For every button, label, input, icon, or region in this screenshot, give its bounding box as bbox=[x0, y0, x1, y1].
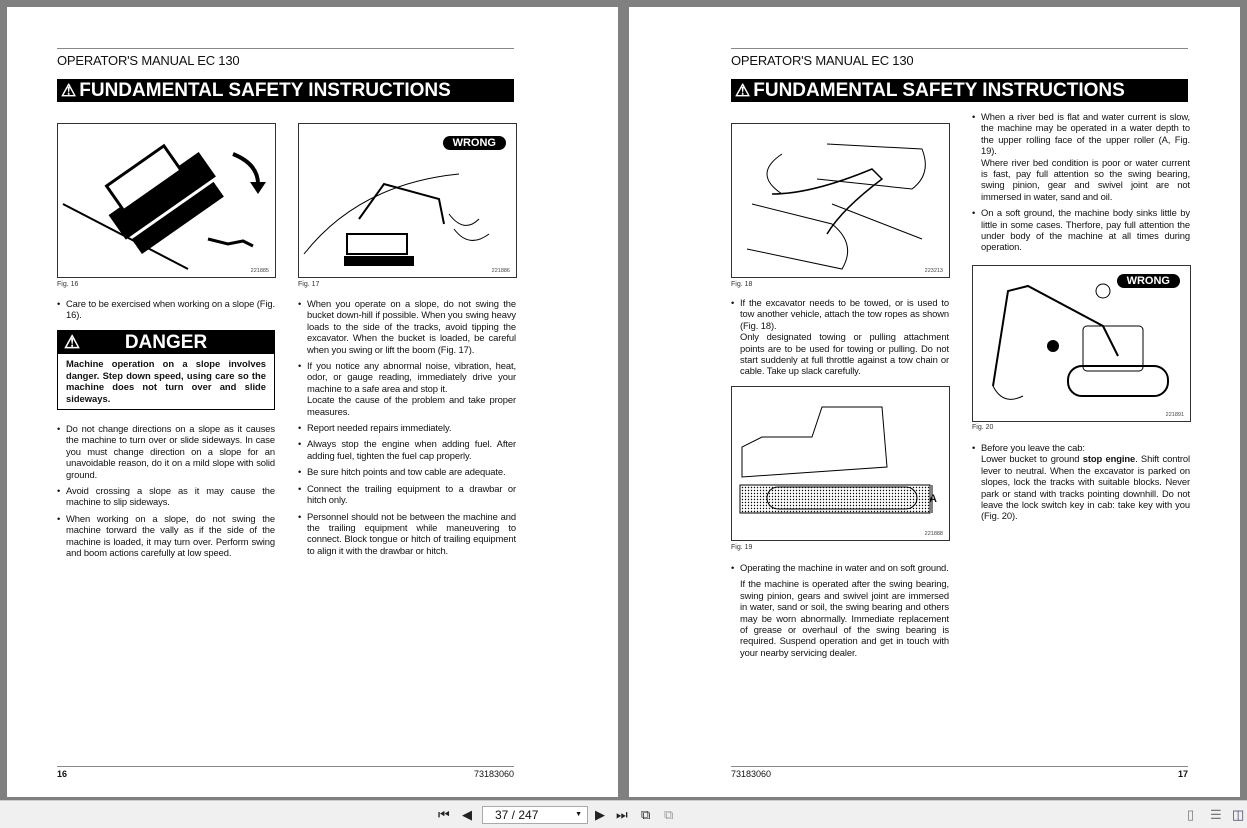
wrong-badge: WRONG bbox=[1117, 274, 1180, 288]
bullet-item: • When a river bed is flat and water current is slow, the machine may be operated in a water depth to the upper rolling face of the upper roller (A, Fig. 19). Where river bed condition is poor or water current is fast, pay full attention so the swing bearing, swing pinion, gear and swivel joint are not immersed in water, sand and oil. bbox=[972, 111, 1190, 202]
wrong-badge: WRONG bbox=[443, 136, 506, 150]
continuous-view-icon[interactable]: ☰ bbox=[1210, 807, 1222, 822]
section-title-bar bbox=[731, 79, 1188, 102]
bullet-item: • When working on a slope, do not swing the machine torward the vally as if the side of the machine is loaded, it may turn over. Perform swing and boom actions carefully at low speed. bbox=[57, 513, 275, 559]
tow-point-illustration bbox=[732, 124, 950, 278]
danger-box bbox=[57, 330, 275, 410]
viewer-toolbar bbox=[0, 800, 1247, 828]
figure-20 bbox=[972, 265, 1191, 422]
bullet-item: • Do not change directions on a slope as it causes the machine to turn over or slide sideways. In case you must change direction on a slope for an unavoidable reason, do it on a mild slope with solid ground. bbox=[57, 423, 275, 480]
bold-text: stop engine bbox=[1082, 453, 1136, 465]
bullet-item: • When you operate on a slope, do not swing the bucket down-hill if possible. When you swing heavy loads to the side of the tracks, avoid tipping the excavator. When the bucket is loaded, be careful when you swing or lift the boom (Fig. 17). bbox=[298, 298, 516, 355]
page-footer bbox=[57, 766, 514, 779]
bullet-item: • Connect the trailing equipment to a drawbar or hitch only. bbox=[298, 483, 516, 506]
figure-17 bbox=[298, 123, 517, 278]
section-title: FUNDAMENTAL SAFETY INSTRUCTIONS bbox=[753, 80, 1125, 101]
bullet-item: • Operating the machine in water and on soft ground. bbox=[731, 562, 949, 573]
bullet-item: • Always stop the engine when adding fuel. After adding fuel, tighten the fuel cap properly. bbox=[298, 438, 516, 461]
first-page-button[interactable]: ⏮ bbox=[438, 807, 450, 822]
bullet-intro: Before you leave the cab: bbox=[981, 442, 1085, 453]
page-16 bbox=[7, 7, 618, 797]
running-header: OPERATOR'S MANUAL EC 130 bbox=[731, 48, 1188, 68]
text-run: Lower bucket to ground bbox=[981, 453, 1083, 465]
paste-page-icon[interactable]: ⧉ bbox=[664, 807, 674, 822]
figure-code: 221886 bbox=[491, 268, 510, 274]
last-page-button[interactable]: ⏭ bbox=[616, 807, 628, 822]
figure-18 bbox=[731, 123, 950, 278]
dimension-label: A bbox=[929, 493, 937, 505]
section-title: FUNDAMENTAL SAFETY INSTRUCTIONS bbox=[79, 80, 451, 101]
bullet-item: • If the excavator needs to be towed, or is used to tow another vehicle, attach the tow ropes as shown (Fig. 18). Only designated towing or pulling attachment points are to be used for towing or pulling. Do not start suddenly at full throttle against a tow chain or cable. Take up slack carefully. bbox=[731, 297, 949, 377]
figure-caption: Fig. 20 bbox=[972, 424, 994, 431]
right-column-2b bbox=[972, 442, 1190, 527]
previous-page-button[interactable]: ◀ bbox=[462, 807, 472, 822]
figure-code: 221885 bbox=[250, 268, 269, 274]
figure-code: 221888 bbox=[924, 531, 943, 537]
bullet-item: • Personnel should not be between the machine and the trailing equipment while maneuvering to connect. Block tongue or hitch of trailing equipment to align it with the drawbar or hitch. bbox=[298, 511, 516, 557]
warning-icon: ⚠ bbox=[735, 81, 751, 100]
chevron-down-icon: ▼ bbox=[575, 811, 582, 818]
bullet-item: • Avoid crossing a slope as it may cause the machine to slip sideways. bbox=[57, 485, 275, 508]
bullet-item: • On a soft ground, the machine body sinks little by little in some cases. Therfore, pay full attention the under body of the machine at all times during operation. bbox=[972, 207, 1190, 253]
doc-number: 73183060 bbox=[731, 769, 772, 779]
right-column-1 bbox=[731, 297, 949, 382]
figure-16 bbox=[57, 123, 276, 278]
text-run: . Shift control lever to neutral. When the excavator is parked on slopes, lock the tracks with suitable blocks. Never park or stand with tracks pointing downhill. Do not leave the lock switch key in cab: take key with you (Fig. 20). bbox=[981, 453, 1190, 522]
danger-text: Machine operation on a slope involves danger. Step down speed, using care so the machine does not turn over and slide sideways. bbox=[66, 358, 266, 404]
excavator-slope-illustration bbox=[58, 124, 276, 278]
doc-number: 73183060 bbox=[473, 769, 514, 779]
running-header: OPERATOR'S MANUAL EC 130 bbox=[57, 48, 514, 68]
page-indicator: 37 / 247 bbox=[495, 808, 539, 822]
water-depth-illustration bbox=[732, 387, 950, 541]
next-page-button[interactable]: ▶ bbox=[595, 807, 605, 822]
right-column-1b bbox=[731, 562, 949, 663]
single-page-view-icon[interactable]: ▯ bbox=[1187, 807, 1195, 822]
figure-code: 223213 bbox=[924, 268, 943, 274]
page-number: 17 bbox=[1177, 769, 1188, 779]
page-17 bbox=[629, 7, 1240, 797]
page-footer bbox=[731, 766, 1188, 779]
left-column-1b bbox=[57, 423, 275, 563]
bullet-item: • If you notice any abnormal noise, vibration, heat, odor, or gauge reading, immediately drive your machine to a safe area and stop it. Locate the cause of the problem and take proper measures. bbox=[298, 360, 516, 417]
paragraph: If the machine is operated after the swing bearing, swing pinion, gears and swivel joint are immersed in water, sand or soil, the swing bearing and others may be worn abnormally. Immediate replacement of grease or overhaul of the swing bearing is required. Suspend operation and get in touch with your nearby servicing dealer. bbox=[740, 578, 949, 658]
danger-title: DANGER bbox=[124, 332, 208, 353]
copy-page-icon[interactable]: ⧉ bbox=[641, 807, 651, 822]
figure-code: 221891 bbox=[1165, 412, 1184, 418]
section-title-bar bbox=[57, 79, 514, 102]
figure-caption: Fig. 16 bbox=[57, 281, 79, 288]
left-column-1 bbox=[57, 298, 275, 326]
bullet-item: • Care to be exercised when working on a slope (Fig. 16). bbox=[57, 298, 275, 321]
figure-caption: Fig. 18 bbox=[731, 281, 753, 288]
figure-caption: Fig. 19 bbox=[731, 544, 753, 551]
warning-icon: ⚠ bbox=[64, 332, 81, 352]
figure-19 bbox=[731, 386, 950, 541]
figure-caption: Fig. 17 bbox=[298, 281, 320, 288]
left-column-2 bbox=[298, 298, 516, 561]
excavator-cab-illustration bbox=[973, 266, 1191, 422]
page-number: 16 bbox=[57, 769, 68, 779]
bullet-item bbox=[972, 442, 1190, 522]
warning-icon: ⚠ bbox=[61, 81, 77, 100]
bullet-item: • Report needed repairs immediately. bbox=[298, 422, 516, 433]
two-page-view-icon[interactable]: ◫ bbox=[1232, 807, 1245, 822]
bullet-item: • Be sure hitch points and tow cable are adequate. bbox=[298, 466, 516, 477]
page-selector[interactable] bbox=[482, 806, 588, 824]
right-column-2 bbox=[972, 111, 1190, 258]
